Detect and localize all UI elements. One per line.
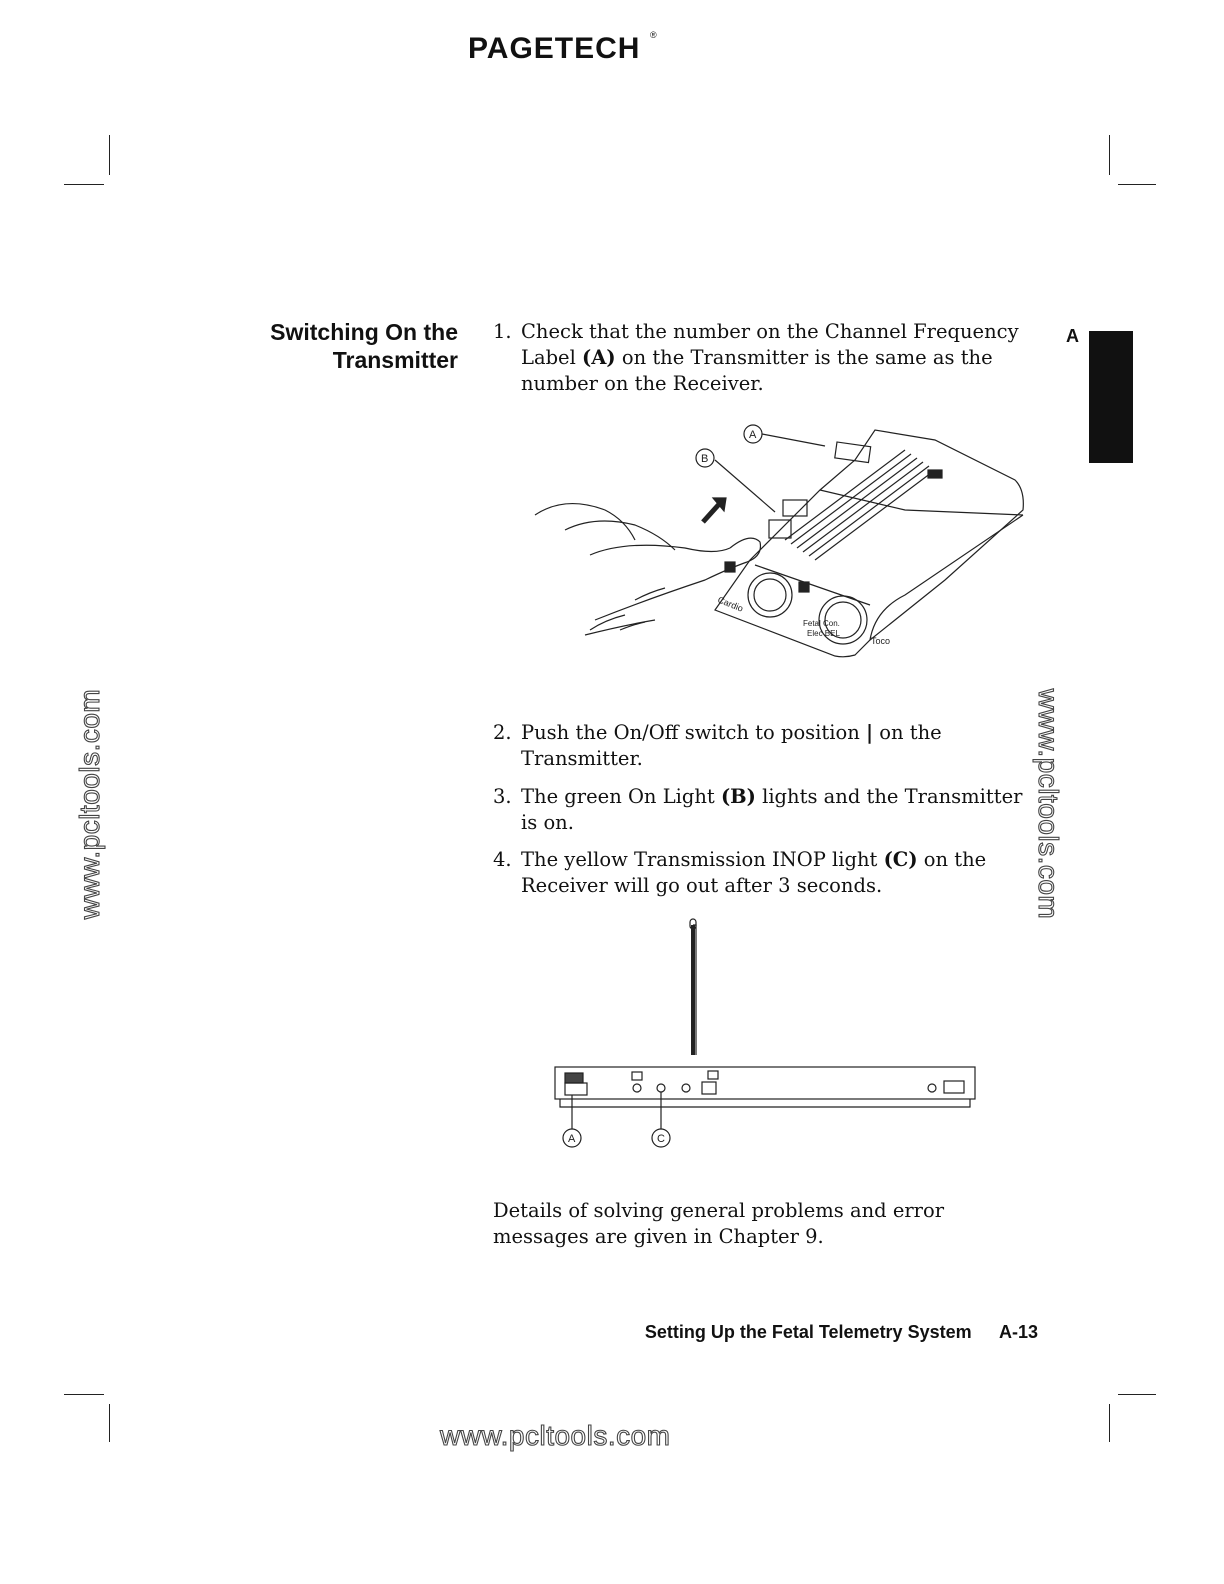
step-number: 1. [493,320,512,343]
page-number: A-13 [998,1322,1038,1342]
receiver-illustration [550,915,980,1153]
section-heading-line2: Transmitter [332,347,458,373]
crop-mark [64,1394,104,1395]
crop-mark [1109,135,1110,175]
callout-c: C [657,1133,665,1145]
step-1 [493,319,1023,397]
page-footer [560,1322,1038,1343]
pagetech-logo [466,26,666,66]
port-label-fetal2: Elec BEL [807,629,840,638]
chapter-tab-letter: A [1066,326,1079,346]
logo-text: PAGETECH [468,32,641,65]
step-text: Check that the number on the Channel Frequency Label (A) on the Transmitter is the same as the number on the Receiver. [521,320,1019,395]
callout-a: A [568,1133,576,1145]
crop-mark [1109,1404,1110,1442]
crop-mark [1118,184,1156,185]
watermark-right: www.pcltools.com [1033,688,1064,920]
step-text: The yellow Transmission INOP light (C) on the Receiver will go out after 3 seconds. [521,848,987,897]
callout-a: A [749,429,757,441]
step-number: 3. [493,785,512,808]
crop-mark [109,1404,110,1442]
step-number: 2. [493,721,512,744]
crop-mark [64,184,104,185]
closing-paragraph: Details of solving general problems and error messages are given in Chapter 9. [493,1199,945,1248]
section-heading [230,318,458,374]
step-text: The green On Light (B) lights and the Transmitter is on. [521,785,1023,834]
section-heading-line1: Switching On the [270,319,458,345]
step-2 [493,720,1023,772]
port-label-fetal1: Fetal Con. [803,619,840,628]
port-label-cardio: Cardio [716,594,745,614]
watermark-bottom: www.pcltools.com [440,1420,671,1451]
crop-mark [1118,1394,1156,1395]
chapter-tab-bar [1089,331,1133,463]
step-4 [493,847,1023,899]
crop-mark [109,135,110,175]
watermark-left: www.pcltools.com [74,688,105,920]
port-label-toco: Toco [871,636,891,646]
step-text: Push the On/Off switch to position | on the Transmitter. [521,721,942,770]
footer-title: Setting Up the Fetal Telemetry System [644,1322,972,1342]
svg-text:®: ® [650,30,657,40]
step-number: 4. [493,848,512,871]
step-3 [493,784,1023,836]
transmitter-illustration [525,420,1035,665]
callout-b: B [701,453,709,465]
